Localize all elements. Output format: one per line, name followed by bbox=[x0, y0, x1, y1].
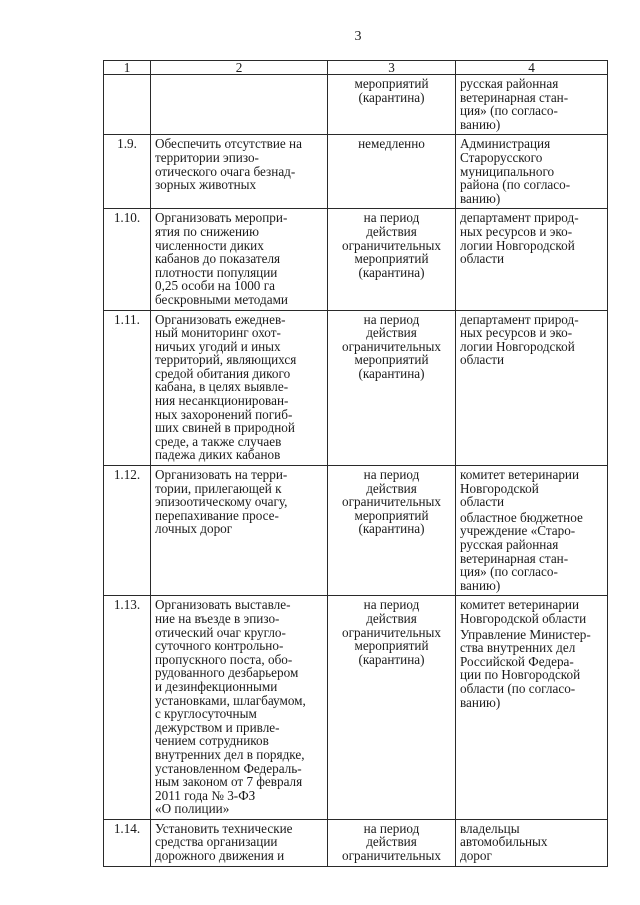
executor-line: ных ресурсов и эко- bbox=[460, 223, 573, 239]
measure-cell-line: тории, прилегающей к bbox=[155, 480, 282, 496]
measure-cell-line: 0,25 особи на 1000 га bbox=[155, 278, 275, 294]
measure-cell bbox=[151, 135, 328, 209]
measure-cell-line: бескровными методами bbox=[155, 291, 288, 307]
executor-line: департамент природ- bbox=[460, 210, 579, 226]
term-cell-line: действия bbox=[366, 325, 417, 341]
executor-paragraph bbox=[460, 137, 603, 205]
measure-cell-line: с круглосуточным bbox=[155, 706, 257, 722]
executor-line: ванию) bbox=[460, 694, 501, 710]
measure-cell-line: дежурством и привле- bbox=[155, 719, 280, 735]
term-cell-line: (карантина) bbox=[358, 264, 425, 280]
term-cell bbox=[328, 135, 456, 209]
term-cell bbox=[328, 596, 456, 820]
executor-line: комитет ветеринарии bbox=[460, 597, 580, 613]
measure-cell-line: среде, а также случаев bbox=[155, 433, 282, 449]
measure-cell-line: средой обитания дикого bbox=[155, 365, 291, 381]
executor-line: области bbox=[460, 352, 505, 368]
measure-cell-line: эпизоотическому очагу, bbox=[155, 494, 288, 510]
term-cell-line: (карантина) bbox=[358, 651, 425, 667]
term-cell-line: мероприятий bbox=[354, 352, 429, 368]
term-cell-line: ограничительных bbox=[342, 237, 441, 253]
term-cell bbox=[328, 209, 456, 310]
term-cell-line: на период bbox=[363, 467, 420, 483]
measure-cell-line: ным законом от 7 февраля bbox=[155, 774, 303, 790]
executor-line: русская районная bbox=[460, 76, 559, 91]
measure-cell bbox=[151, 466, 328, 596]
executor-line: области bbox=[460, 494, 505, 510]
measure-cell-line: Организовать меропри- bbox=[155, 210, 288, 226]
term-cell-line: на период bbox=[363, 311, 420, 327]
term-cell-line: мероприятий bbox=[354, 76, 429, 91]
executor-cell bbox=[456, 75, 608, 135]
measure-cell-line: 2011 года № 3-ФЗ bbox=[155, 787, 256, 803]
measure-cell-line: дорожного движения и bbox=[155, 848, 285, 864]
row-number: 1.14. bbox=[104, 819, 151, 866]
measure-cell-line: Обеспечить отсутствие на bbox=[155, 136, 302, 152]
executor-line: ции по Новгородской bbox=[460, 667, 581, 683]
executor-line: ванию) bbox=[460, 577, 501, 593]
measure-cell bbox=[151, 310, 328, 466]
term-cell-line: ограничительных bbox=[342, 338, 441, 354]
measure-cell-line: отический очаг кругло- bbox=[155, 624, 286, 640]
row-number: 1.10. bbox=[104, 209, 151, 310]
term-cell bbox=[328, 310, 456, 466]
term-cell-line: мероприятий bbox=[354, 251, 429, 267]
measure-cell-line: установленном Федераль- bbox=[155, 760, 302, 776]
measures-table bbox=[103, 60, 608, 867]
executor-paragraph bbox=[460, 468, 603, 509]
term-cell-line: ограничительных bbox=[342, 494, 441, 510]
term-cell-line: (карантина) bbox=[358, 365, 425, 381]
measure-cell-line: чением сотрудников bbox=[155, 733, 269, 749]
measure-cell-line: кабанов до показателя bbox=[155, 251, 281, 267]
measure-cell-line: рудованного дезбарьером bbox=[155, 665, 299, 681]
measure-cell-line: ный мониторинг охот- bbox=[155, 325, 281, 341]
measure-cell-line: лочных дорог bbox=[155, 521, 233, 537]
table-row bbox=[104, 135, 608, 209]
row-number: 1.13. bbox=[104, 596, 151, 820]
executor-line: района (по согласо- bbox=[460, 177, 571, 193]
measure-cell-line: Установить технические bbox=[155, 820, 293, 836]
executor-line: Администрация bbox=[460, 136, 551, 152]
executor-paragraph bbox=[460, 511, 603, 593]
measure-cell-line: зорных животных bbox=[155, 177, 257, 193]
column-header: 4 bbox=[456, 61, 608, 75]
measure-cell-line: плотности популяции bbox=[155, 264, 278, 280]
executor-line: департамент природ- bbox=[460, 311, 579, 327]
executor-line: областное бюджетное bbox=[460, 509, 583, 525]
term-cell-line: (карантина) bbox=[358, 89, 425, 105]
measure-cell-line: ших свиней в природной bbox=[155, 420, 295, 436]
measure-cell-line: средства организации bbox=[155, 834, 278, 850]
executor-line: Управление Министер- bbox=[460, 626, 591, 642]
executor-line: ванию) bbox=[460, 116, 501, 132]
measure-cell bbox=[151, 819, 328, 866]
executor-line: владельцы bbox=[460, 820, 520, 836]
term-cell-line: ограничительных bbox=[342, 848, 441, 864]
executor-line: Новгородской области bbox=[460, 610, 587, 626]
measure-cell-line: территории эпизо- bbox=[155, 149, 259, 165]
measure-cell-line: суточного контрольно- bbox=[155, 638, 284, 654]
executor-line: ства внутренних дел bbox=[460, 640, 576, 656]
executor-line: ванию) bbox=[460, 190, 501, 206]
column-header: 1 bbox=[104, 61, 151, 75]
term-cell bbox=[328, 466, 456, 596]
executor-paragraph bbox=[460, 313, 603, 367]
executor-line: ветеринарная стан- bbox=[460, 89, 569, 105]
measure-cell-line: ния несанкционирован- bbox=[155, 393, 289, 409]
page-number: 3 bbox=[354, 29, 362, 44]
row-number: 1.9. bbox=[104, 135, 151, 209]
measure-cell-line: ных захоронений погиб- bbox=[155, 406, 293, 422]
measure-cell-line: Организовать ежеднев- bbox=[155, 311, 286, 327]
term-cell bbox=[328, 819, 456, 866]
measure-cell-line: и дезинфекционными bbox=[155, 678, 278, 694]
executor-paragraph bbox=[460, 598, 603, 625]
executor-line: логии Новгородской bbox=[460, 338, 575, 354]
executor-line: ных ресурсов и эко- bbox=[460, 325, 573, 341]
measure-cell-line: падежа диких кабанов bbox=[155, 447, 281, 463]
executor-line: ветеринарная стан- bbox=[460, 550, 569, 566]
measure-cell-line: Организовать выставле- bbox=[155, 597, 291, 613]
measure-cell-line: внутренних дел в порядке, bbox=[155, 746, 305, 762]
executor-paragraph bbox=[460, 822, 603, 863]
executor-line: Новгородской bbox=[460, 480, 539, 496]
table-row bbox=[104, 75, 608, 135]
executor-cell bbox=[456, 209, 608, 310]
term-cell-line: действия bbox=[366, 834, 417, 850]
executor-line: области bbox=[460, 251, 505, 267]
table-row bbox=[104, 819, 608, 866]
executor-cell bbox=[456, 466, 608, 596]
executor-paragraph bbox=[460, 628, 603, 710]
table-row bbox=[104, 466, 608, 596]
executor-line: Старорусского bbox=[460, 149, 543, 165]
executor-paragraph bbox=[460, 77, 603, 131]
term-cell-line: (карантина) bbox=[358, 521, 425, 537]
executor-cell bbox=[456, 596, 608, 820]
term-cell-line: немедленно bbox=[358, 136, 425, 152]
measure-cell-line: установками, шлагбаумом, bbox=[155, 692, 306, 708]
measure-cell-line: ние на въезде в эпизо- bbox=[155, 610, 280, 626]
executor-cell bbox=[456, 819, 608, 866]
measure-cell bbox=[151, 75, 328, 135]
measure-cell bbox=[151, 596, 328, 820]
row-number: 1.11. bbox=[104, 310, 151, 466]
executor-line: дорог bbox=[460, 848, 492, 864]
measure-cell-line: отического очага безнад- bbox=[155, 163, 296, 179]
executor-line: логии Новгородской bbox=[460, 237, 575, 253]
executor-paragraph bbox=[460, 211, 603, 265]
term-cell-line: на период bbox=[363, 597, 420, 613]
measure-cell-line: Организовать на терри- bbox=[155, 467, 288, 483]
term-cell-line: действия bbox=[366, 480, 417, 496]
table-header-row bbox=[104, 61, 608, 75]
measure-cell-line: кабана, в целях выявле- bbox=[155, 379, 289, 395]
executor-line: ция» (по согласо- bbox=[460, 103, 558, 119]
executor-cell bbox=[456, 135, 608, 209]
measure-cell-line: ятия по снижению bbox=[155, 223, 259, 239]
executor-line: муниципального bbox=[460, 163, 555, 179]
table-row bbox=[104, 310, 608, 466]
executor-line: ция» (по согласо- bbox=[460, 564, 558, 580]
term-cell bbox=[328, 75, 456, 135]
column-header: 2 bbox=[151, 61, 328, 75]
executor-line: учреждение «Старо- bbox=[460, 523, 576, 539]
term-cell-line: мероприятий bbox=[354, 638, 429, 654]
executor-line: области (по согласо- bbox=[460, 680, 576, 696]
term-cell-line: на период bbox=[363, 820, 420, 836]
executor-line: автомобильных bbox=[460, 834, 548, 850]
table-row bbox=[104, 209, 608, 310]
measure-cell bbox=[151, 209, 328, 310]
measure-cell-line: ничьих угодий и иных bbox=[155, 338, 281, 354]
executor-line: Российской Федера- bbox=[460, 653, 574, 669]
term-cell-line: мероприятий bbox=[354, 507, 429, 523]
column-header: 3 bbox=[328, 61, 456, 75]
term-cell-line: действия bbox=[366, 223, 417, 239]
measure-cell-line: перепахивание просе- bbox=[155, 507, 279, 523]
term-cell-line: ограничительных bbox=[342, 624, 441, 640]
row-number bbox=[104, 75, 151, 135]
measure-cell-line: «О полиции» bbox=[155, 801, 230, 817]
executor-cell bbox=[456, 310, 608, 466]
row-number: 1.12. bbox=[104, 466, 151, 596]
measure-cell-line: территорий, являющихся bbox=[155, 352, 297, 368]
term-cell-line: на период bbox=[363, 210, 420, 226]
table-row bbox=[104, 596, 608, 820]
term-cell-line: действия bbox=[366, 610, 417, 626]
executor-line: комитет ветеринарии bbox=[460, 467, 580, 483]
measure-cell-line: пропускного поста, обо- bbox=[155, 651, 293, 667]
executor-line: русская районная bbox=[460, 537, 559, 552]
measure-cell-line: численности диких bbox=[155, 237, 264, 253]
